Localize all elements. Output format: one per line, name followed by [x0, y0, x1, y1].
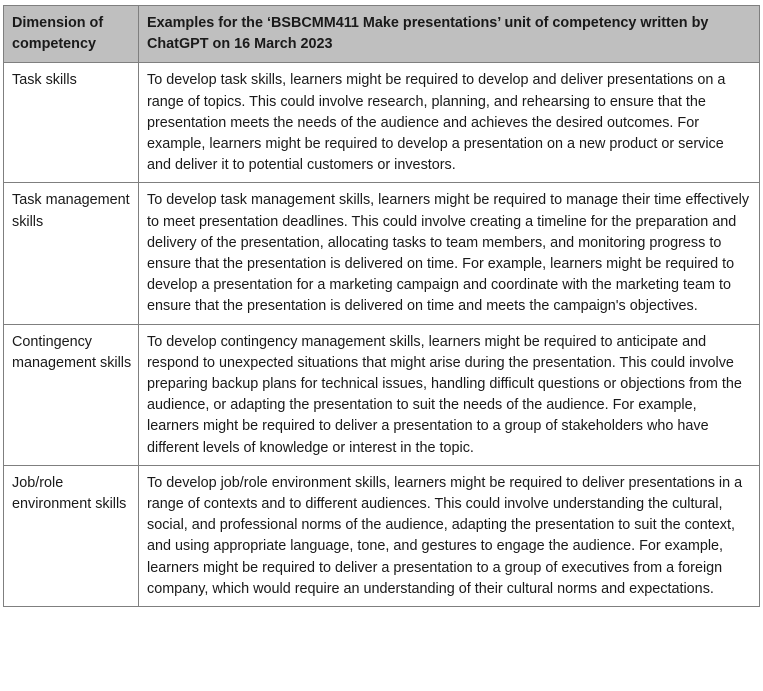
- dimension-cell: Contingency management skills: [4, 324, 139, 465]
- table-row: [4, 183, 760, 324]
- example-cell: To develop job/role environment skills, learners might be required to deliver presentations in a range of contexts and to different audiences. This could involve understanding the cultural, social, and professional norms of the audience, adapting the presentation to suit the context, and using appropriate language, tone, and gestures to engage the audience. For example, learners might be required to deliver a presentation to a group of executives from a foreign company, which would require an understanding of their cultural norms and expectations.: [139, 465, 760, 606]
- table-row: [4, 324, 760, 465]
- dimension-cell: Task management skills: [4, 183, 139, 324]
- table-header-row: [4, 6, 760, 63]
- dimension-cell: Job/role environment skills: [4, 465, 139, 606]
- example-cell: To develop contingency management skills, learners might be required to anticipate and respond to unexpected situations that might arise during the presentation. This could involve preparing backup plans for technical issues, handling difficult questions or objections from the audience, or adapting the presentation to suit the needs of the audience. For example, learners might be required to deliver a presentation to a group of stakeholders who have different levels of knowledge or interest in the topic.: [139, 324, 760, 465]
- table-row: [4, 63, 760, 183]
- table-row: [4, 465, 760, 606]
- header-examples: Examples for the ‘BSBCMM411 Make presentations’ unit of competency written by ChatGPT on 16 March 2023: [139, 6, 760, 63]
- competency-table: [3, 5, 760, 607]
- header-dimension: Dimension of competency: [4, 6, 139, 63]
- example-cell: To develop task management skills, learners might be required to manage their time effectively to meet presentation deadlines. This could involve creating a timeline for the preparation and delivery of the presentation, allocating tasks to team members, and monitoring progress to ensure that the presentation is delivered on time. For example, learners might be required to develop a presentation for a marketing campaign and coordinate with the marketing team to ensure that the presentation is delivered on time and meets the campaign's objectives.: [139, 183, 760, 324]
- example-cell: To develop task skills, learners might be required to develop and deliver presentations on a range of topics. This could involve research, planning, and rehearsing to ensure that the presentation meets the needs of the audience and achieves the desired outcomes. For example, learners might be required to develop a presentation on a new product or service and deliver it to potential customers or investors.: [139, 63, 760, 183]
- dimension-cell: Task skills: [4, 63, 139, 183]
